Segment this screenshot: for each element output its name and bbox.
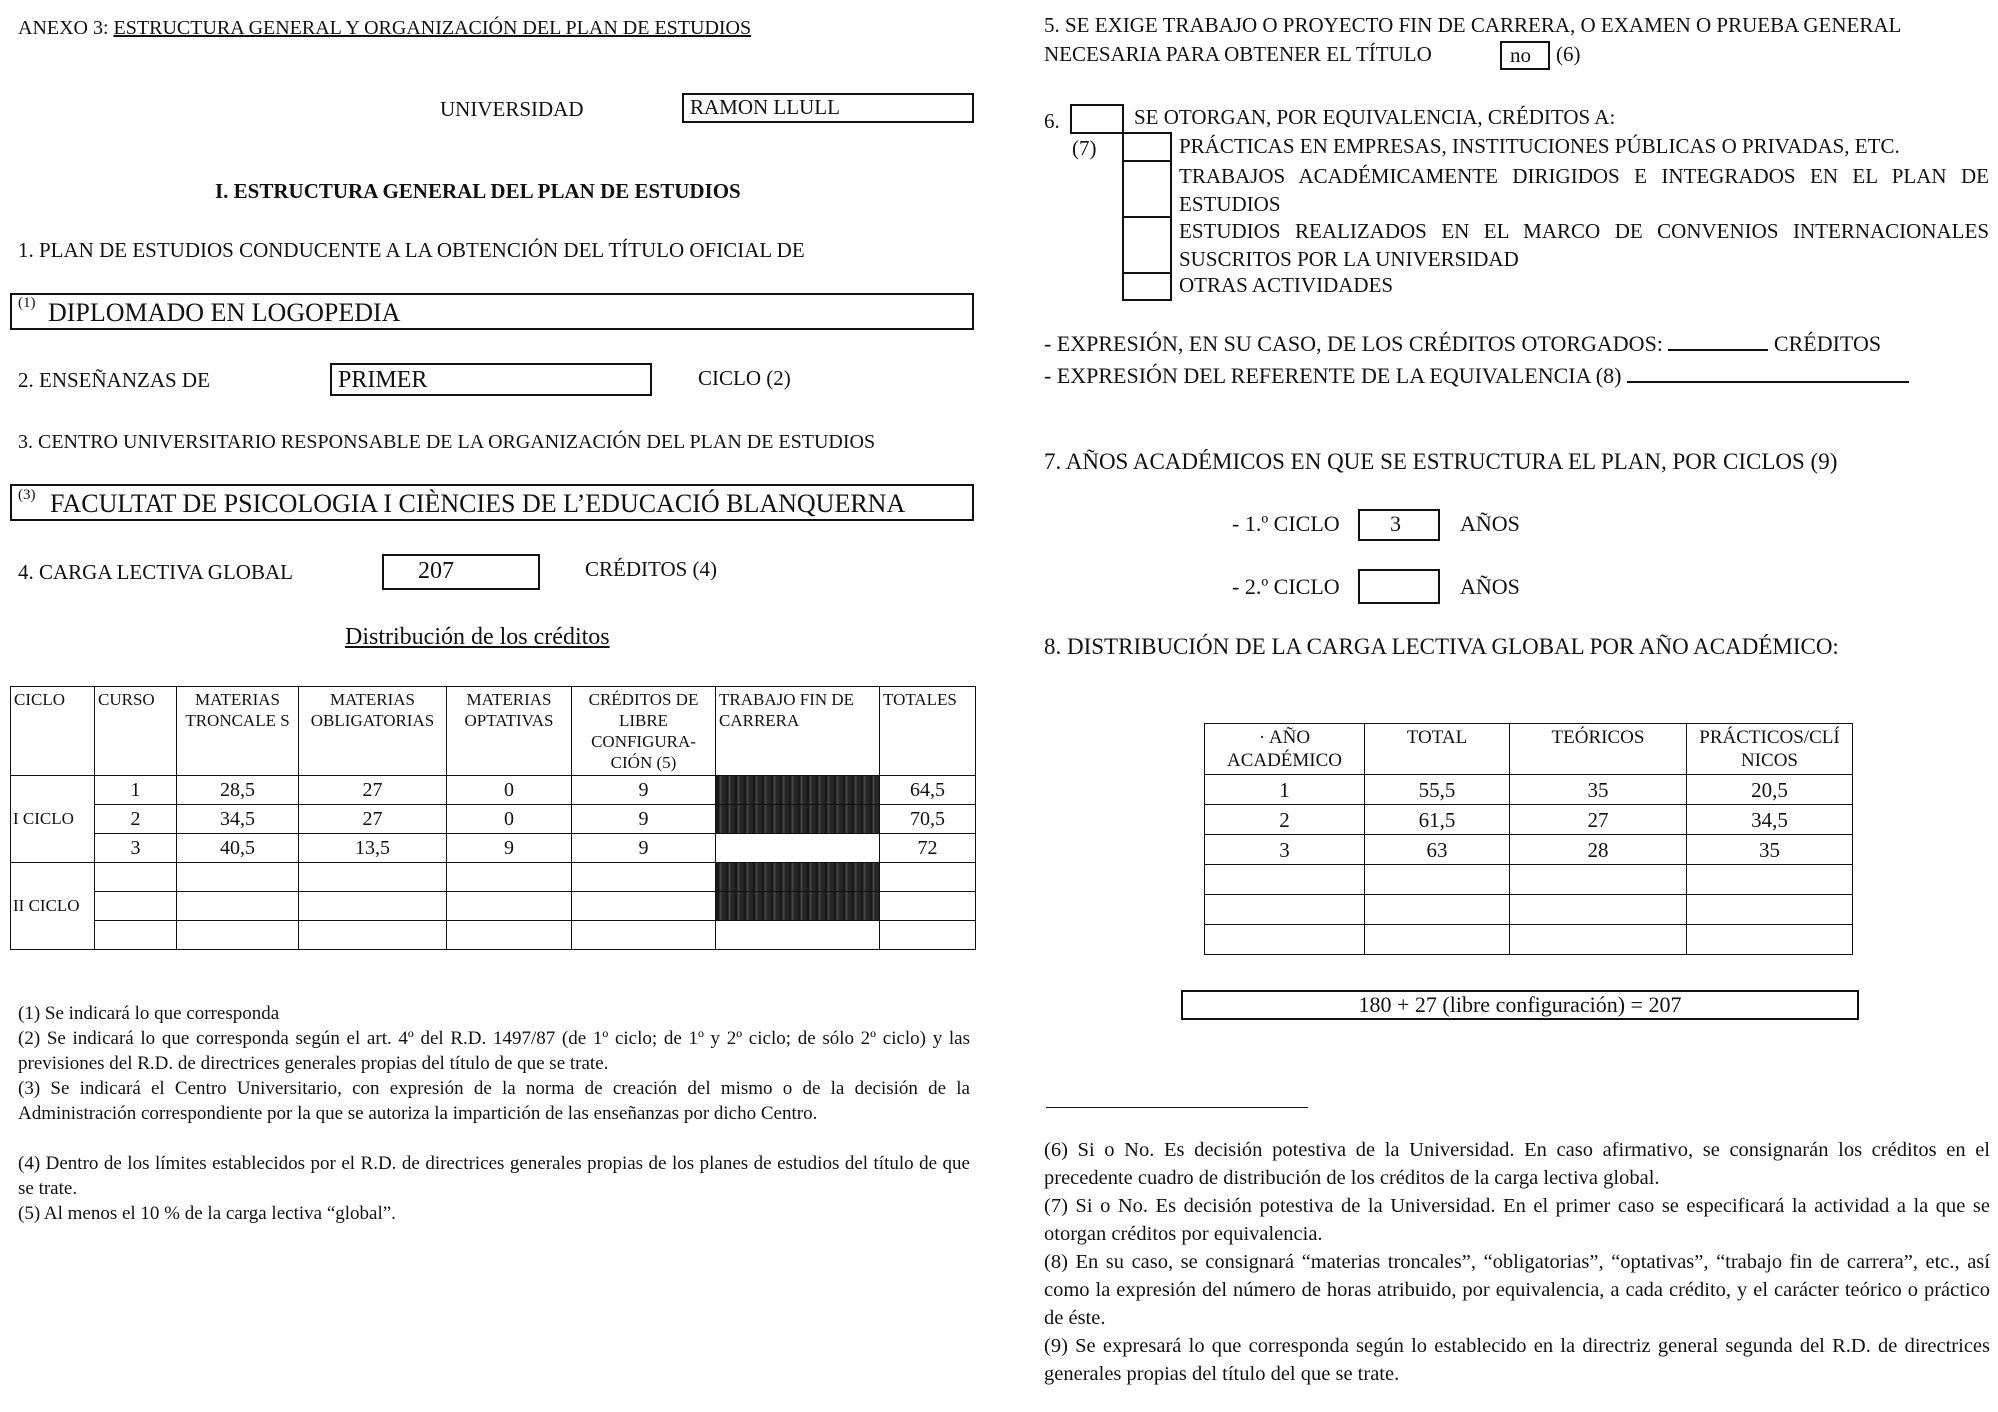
table-cell: 3: [1205, 835, 1365, 865]
redacted-cell: [716, 776, 880, 805]
table-cell: [1365, 925, 1510, 955]
footnote-3: (3) Se indicará el Centro Universitario, con expresión de la norma de creación del mismo o de la decisión de la Administración correspondiente por la que se autoriza la impartición de las enseñanzas por dicho Centro.: [18, 1078, 970, 1124]
footnote-9: (9) Se expresará lo que corresponda según lo establecido en la directriz general segunda del R.D. de directrices generales propias del título del que se trate.: [1044, 1335, 1990, 1385]
table-cell: [95, 892, 177, 921]
table-cell: [572, 921, 716, 950]
title-value: DIPLOMADO EN LOGOPEDIA: [48, 298, 401, 327]
item6-number: 6.: [1044, 109, 1060, 133]
table-cell: 9: [572, 834, 716, 863]
item1-note: (1): [18, 295, 36, 311]
expr-credits-suffix: CRÉDITOS: [1773, 331, 1882, 356]
table-cell: [95, 863, 177, 892]
credit-header: CRÉDITOS DE LIBRE CONFIGURA- CIÓN (5): [572, 687, 716, 776]
credit-table: [10, 686, 976, 950]
table-cell: 35: [1510, 775, 1687, 805]
table-cell: 1: [1205, 775, 1365, 805]
table-cell: [1205, 865, 1365, 895]
table-row: [1205, 805, 1853, 835]
annex-title: ESTRUCTURA GENERAL Y ORGANIZACIÓN DEL PLAN DE ESTUDIOS: [113, 17, 752, 39]
table-row: [11, 863, 976, 892]
table-cell: 28,5: [177, 776, 299, 805]
option-checkbox[interactable]: [1122, 160, 1172, 218]
table-cell: 70,5: [880, 805, 976, 834]
table-cell: [299, 863, 447, 892]
cycle1-label: - 1.º CICLO: [1232, 511, 1340, 536]
table-cell: [1687, 865, 1853, 895]
option-checkbox[interactable]: [1122, 272, 1172, 301]
table-cell: 55,5: [1365, 775, 1510, 805]
table-cell: [95, 921, 177, 950]
option-label: OTRAS ACTIVIDADES: [1179, 273, 1394, 297]
thesis-value: no: [1510, 43, 1531, 67]
cycle-value: PRIMER: [338, 367, 428, 393]
redacted-cell: [716, 892, 880, 921]
table-row: [11, 921, 976, 950]
table-cell: 9: [447, 834, 572, 863]
table-cell: 72: [880, 834, 976, 863]
item6-title: SE OTORGAN, POR EQUIVALENCIA, CRÉDITOS A:: [1134, 105, 1616, 129]
table-cell: 13,5: [299, 834, 447, 863]
table-row: [1205, 835, 1853, 865]
years-label: AÑOS: [1460, 574, 1520, 599]
table-cell: [1687, 925, 1853, 955]
cycle1-years-value: 3: [1390, 511, 1401, 536]
table-cell: [1365, 895, 1510, 925]
table-cell: 27: [299, 776, 447, 805]
item3-note: (3): [18, 487, 36, 503]
footnote-8: (8) En su caso, se consignará “materias troncales”, “obligatorias”, “optativas”, “trabajo fin de carrera”, etc., así como la expresión del número de horas atribuido, por equivalencia, a cada crédito, y el carácter teórico o práctico de éste.: [1044, 1251, 1990, 1329]
year-header: TEÓRICOS: [1510, 724, 1687, 775]
item5-line1: 5. SE EXIGE TRABAJO O PROYECTO FIN DE CARRERA, O EXAMEN O PRUEBA GENERAL: [1044, 13, 1902, 37]
table-cell: [716, 834, 880, 863]
option-checkbox[interactable]: [1122, 132, 1172, 162]
footnote-7: (7) Si o No. Es decisión potestiva de la Universidad. En el primer caso se especificará la actividad a la que se otorgan créditos por equivalencia.: [1044, 1195, 1990, 1245]
table-cell: [177, 863, 299, 892]
load-field: [382, 554, 540, 590]
expr-credits-blank[interactable]: [1668, 349, 1768, 351]
item4-suffix: CRÉDITOS (4): [585, 557, 718, 581]
years-label: AÑOS: [1460, 511, 1520, 536]
table-cell: 28: [1510, 835, 1687, 865]
table-cell: 27: [1510, 805, 1687, 835]
year-header-row: [1205, 724, 1853, 775]
table-cell: [1510, 865, 1687, 895]
credit-header: CICLO: [11, 687, 95, 776]
cycle-label: I CICLO: [11, 776, 95, 863]
item3-label: 3. CENTRO UNIVERSITARIO RESPONSABLE DE LA ORGANIZACIÓN DEL PLAN DE ESTUDIOS: [18, 431, 876, 453]
option-label: TRABAJOS ACADÉMICAMENTE DIRIGIDOS E INTEGRADOS EN EL PLAN DE ESTUDIOS: [1179, 164, 1989, 216]
table-cell: [716, 921, 880, 950]
cycle2-years-field: [1358, 569, 1440, 604]
item2-suffix: CICLO (2): [698, 366, 791, 390]
table-cell: 27: [299, 805, 447, 834]
table-cell: [572, 863, 716, 892]
table-cell: [299, 892, 447, 921]
year-header: PRÁCTICOS/CLÍ NICOS: [1687, 724, 1853, 775]
footnote-1: (1) Se indicará lo que corresponda: [18, 1003, 280, 1024]
footnote-2: (2) Se indicará lo que corresponda según el art. 4º del R.D. 1497/87 (de 1º ciclo; de 1º y 2º ciclo; de sólo 2º ciclo) y las previsiones del R.D. de directrices generales propias del título de que se trate.: [18, 1028, 970, 1074]
table-cell: [447, 863, 572, 892]
table-cell: 9: [572, 805, 716, 834]
credit-header-row: [11, 687, 976, 776]
cycle2-label: - 2.º CICLO: [1232, 574, 1340, 599]
table-cell: 40,5: [177, 834, 299, 863]
footnote-5: (5) Al menos el 10 % de la carga lectiva “global”.: [18, 1203, 396, 1224]
item2-label: 2. ENSEÑANZAS DE: [18, 368, 210, 392]
option-checkbox[interactable]: [1122, 216, 1172, 274]
credit-header: TOTALES: [880, 687, 976, 776]
table-cell: [1510, 895, 1687, 925]
table-cell: 0: [447, 776, 572, 805]
credit-header: MATERIAS OPTATIVAS: [447, 687, 572, 776]
year-header: TOTAL: [1365, 724, 1510, 775]
annex-heading: [18, 17, 751, 40]
table-cell: 20,5: [1687, 775, 1853, 805]
expr-ref: [1044, 363, 1909, 389]
centre-value: FACULTAT DE PSICOLOGIA I CIÈNCIES DE L’EDUCACIÓ BLANQUERNA: [50, 489, 906, 518]
table-cell: [572, 892, 716, 921]
table-cell: 0: [447, 805, 572, 834]
item5-note: (6): [1556, 42, 1581, 66]
table-cell: 2: [95, 805, 177, 834]
table-cell: [299, 921, 447, 950]
expr-ref-label: - EXPRESIÓN DEL REFERENTE DE LA EQUIVALENCIA (8): [1044, 363, 1622, 388]
university-label: UNIVERSIDAD: [440, 97, 584, 121]
table-cell: [1205, 925, 1365, 955]
table-cell: [1205, 895, 1365, 925]
table-row: [11, 892, 976, 921]
table-cell: 3: [95, 834, 177, 863]
table-cell: 64,5: [880, 776, 976, 805]
table-cell: [177, 892, 299, 921]
table-row: [1205, 865, 1853, 895]
load-value: 207: [418, 558, 454, 584]
expr-credits-label: - EXPRESIÓN, EN SU CASO, DE LOS CRÉDITOS OTORGADOS:: [1044, 331, 1663, 356]
year-header: · AÑO ACADÉMICO: [1205, 724, 1365, 775]
table-row: [1205, 895, 1853, 925]
table-cell: [1687, 895, 1853, 925]
expr-credits: [1044, 331, 1881, 357]
annex-prefix: ANEXO 3:: [18, 17, 114, 39]
table-cell: 34,5: [1687, 805, 1853, 835]
redacted-cell: [716, 863, 880, 892]
table-row: [11, 805, 976, 834]
year-distribution-table: [1204, 723, 1853, 955]
credit-header: CURSO: [95, 687, 177, 776]
table-cell: [1365, 865, 1510, 895]
credit-header: MATERIAS TRONCALE S: [177, 687, 299, 776]
table-cell: 34,5: [177, 805, 299, 834]
table-cell: 9: [572, 776, 716, 805]
table-cell: [1510, 925, 1687, 955]
table-row: [1205, 775, 1853, 805]
footnote-separator: [1046, 1107, 1308, 1108]
redacted-cell: [716, 805, 880, 834]
option-label: ESTUDIOS REALIZADOS EN EL MARCO DE CONVENIOS INTERNACIONALES SUSCRITOS POR LA UNIVERSIDAD: [1179, 219, 1989, 271]
table-cell: [880, 921, 976, 950]
cycle-label: II CICLO: [11, 863, 95, 950]
item4-label: 4. CARGA LECTIVA GLOBAL: [18, 560, 293, 584]
university-value: RAMON LLULL: [690, 95, 840, 119]
item1-label: 1. PLAN DE ESTUDIOS CONDUCENTE A LA OBTENCIÓN DEL TÍTULO OFICIAL DE: [18, 238, 805, 262]
item6-note: (7): [1072, 136, 1097, 160]
table-cell: 1: [95, 776, 177, 805]
credit-header: MATERIAS OBLIGATORIAS: [299, 687, 447, 776]
table-row: [11, 776, 976, 805]
credit-header: TRABAJO FIN DE CARRERA: [716, 687, 880, 776]
footnote-4: (4) Dentro de los límites establecidos por el R.D. de directrices generales propias de los planes de estudios del título de que se trate.: [18, 1153, 970, 1199]
table-row: [1205, 925, 1853, 955]
summary-text: 180 + 27 (libre configuración) = 207: [1358, 992, 1682, 1017]
item5-line2: NECESARIA PARA OBTENER EL TÍTULO: [1044, 42, 1432, 66]
item7-title: 7. AÑOS ACADÉMICOS EN QUE SE ESTRUCTURA EL PLAN, POR CICLOS (9): [1044, 449, 1838, 474]
footnote-6: (6) Si o No. Es decisión potestiva de la Universidad. En caso afirmativo, se consignarán los créditos en el precedente cuadro de distribución de los créditos de la carga lectiva global.: [1044, 1139, 1990, 1189]
section-title: I. ESTRUCTURA GENERAL DEL PLAN DE ESTUDIOS: [215, 179, 741, 203]
expr-ref-blank[interactable]: [1627, 381, 1909, 383]
distribution-title: Distribución de los créditos: [345, 624, 610, 650]
table-cell: [880, 892, 976, 921]
item8-title: 8. DISTRIBUCIÓN DE LA CARGA LECTIVA GLOBAL POR AÑO ACADÉMICO:: [1044, 634, 1839, 659]
table-cell: [880, 863, 976, 892]
table-row: [11, 834, 976, 863]
table-cell: 61,5: [1365, 805, 1510, 835]
equivalence-checkbox[interactable]: [1070, 104, 1124, 134]
option-label: PRÁCTICAS EN EMPRESAS, INSTITUCIONES PÚBLICAS O PRIVADAS, ETC.: [1179, 134, 1900, 158]
table-cell: [447, 921, 572, 950]
table-cell: 35: [1687, 835, 1853, 865]
table-cell: 2: [1205, 805, 1365, 835]
table-cell: [447, 892, 572, 921]
table-cell: [177, 921, 299, 950]
table-cell: 63: [1365, 835, 1510, 865]
